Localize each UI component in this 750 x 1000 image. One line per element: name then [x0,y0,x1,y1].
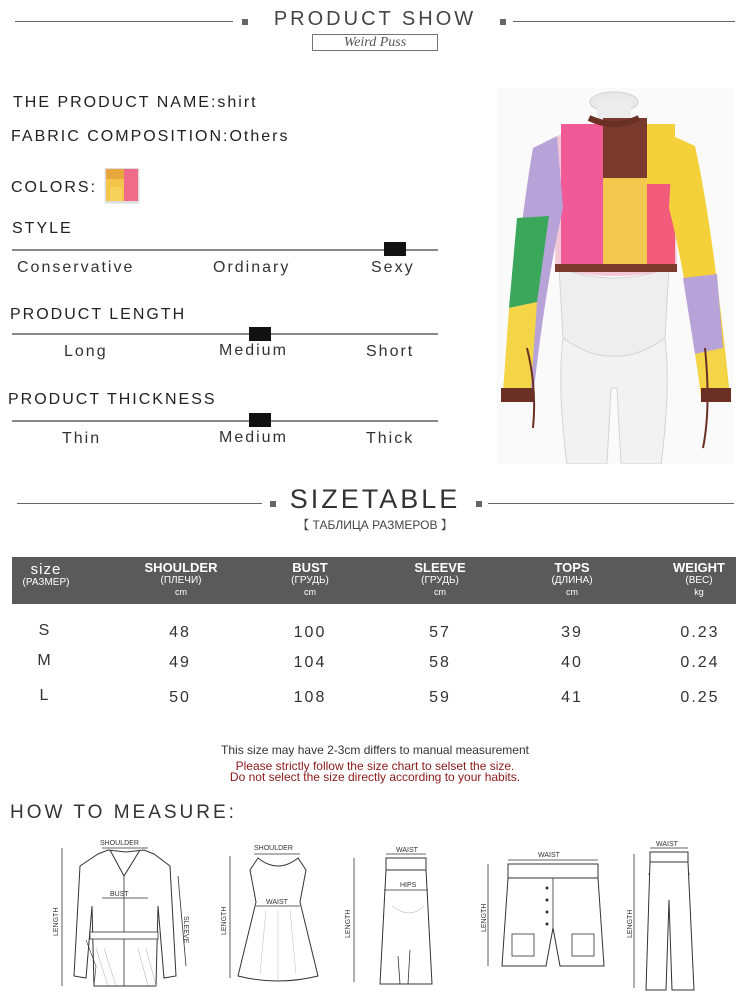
style-option-ordinary: Ordinary [213,259,291,276]
header-dot-right [500,19,506,25]
waist-label: WAIST [656,841,678,848]
jacket-diagram [48,836,198,996]
tops-cell: 40 [561,654,583,671]
sizetable-subtitle: 【 ТАБЛИЦА РАЗМЕРОВ 】 [297,518,453,532]
length-label: LENGTH [221,906,228,935]
column-header-tops: TOPS (ДЛИНА) cm [551,560,593,597]
thickness-option-thick: Thick [366,430,415,447]
size-cell: L [39,687,51,704]
skirt-diagram [340,846,450,992]
sleeve-label: SLEEVE [182,916,189,944]
column-header-sleeve: SLEEVE (ГРУДЬ) cm [414,560,466,597]
length-option-long: Long [64,343,108,360]
brand-subtitle: Weird Puss [312,34,438,51]
header-rule-right [513,21,735,22]
length-label: LENGTH [627,909,634,938]
size-warning-1: Please strictly follow the size chart to selset the size. [235,759,515,773]
length-label: LENGTH [481,903,488,932]
waist-label: WAIST [538,852,560,859]
thickness-title: PRODUCT THICKNESS [8,391,217,408]
product-photo [497,88,733,464]
thickness-option-thin: Thin [62,430,102,447]
sizetable-title: SIZETABLE [289,484,461,514]
length-label: LENGTH [345,909,352,938]
shoulder-cell: 48 [169,624,191,641]
thickness-marker [249,413,271,427]
sleeve-cell: 59 [429,689,451,706]
shoulder-label: SHOULDER [100,840,139,847]
length-label: LENGTH [53,907,60,936]
shoulder-cell: 50 [169,689,191,706]
how-to-measure-title: HOW TO MEASURE: [10,802,237,823]
style-title: STYLE [12,220,73,237]
fabric-composition: FABRIC COMPOSITION:Others [11,128,290,145]
bust-cell: 104 [293,654,327,671]
hips-label: HIPS [400,882,417,889]
shoulder-label: SHOULDER [254,845,293,852]
product-name: THE PRODUCT NAME:shirt [13,94,258,111]
shoulder-cell: 49 [169,654,191,671]
weight-cell: 0.24 [680,654,720,671]
style-option-sexy: Sexy [371,259,415,276]
length-scale-line [12,333,438,335]
waist-label: WAIST [266,899,288,906]
length-option-short: Short [366,343,415,360]
sizetable-rule-right [488,503,734,504]
bust-cell: 100 [293,624,327,641]
column-header-size: size (РАЗМЕР) [22,561,70,588]
column-header-bust: BUST (ГРУДЬ) cm [291,560,329,597]
bust-label: BUST [110,891,129,898]
size-table-header [12,557,736,604]
tops-cell: 39 [561,624,583,641]
length-option-medium: Medium [219,342,288,359]
length-marker [249,327,271,341]
thickness-option-medium: Medium [219,429,288,446]
shorts-diagram [476,848,616,976]
column-header-shoulder: SHOULDER (ПЛЕЧИ) cm [144,560,218,597]
tops-cell: 41 [561,689,583,706]
weight-cell: 0.23 [680,624,720,641]
pants-diagram [622,840,722,996]
style-marker [384,242,406,256]
thickness-scale-line [12,420,438,422]
style-option-conservative: Conservative [17,259,135,276]
dress-diagram [214,840,324,990]
waist-label: WAIST [396,847,418,854]
bust-cell: 108 [293,689,327,706]
weight-cell: 0.25 [680,689,720,706]
sleeve-cell: 57 [429,624,451,641]
measurement-note: This size may have 2-3cm differs to manual measurement [221,743,529,757]
sizetable-dot-right [476,501,482,507]
style-scale-line [12,249,438,251]
size-warning-2: Do not select the size directly according to your habits. [229,770,521,784]
page-title: PRODUCT SHOW [273,8,477,30]
color-swatch[interactable] [105,168,139,202]
length-title: PRODUCT LENGTH [10,306,187,323]
sleeve-cell: 58 [429,654,451,671]
size-cell: M [37,652,53,669]
column-header-weight: WEIGHT (ВЕС) kg [673,560,725,597]
size-cell: S [38,622,52,639]
colors-label: COLORS: [11,179,98,196]
